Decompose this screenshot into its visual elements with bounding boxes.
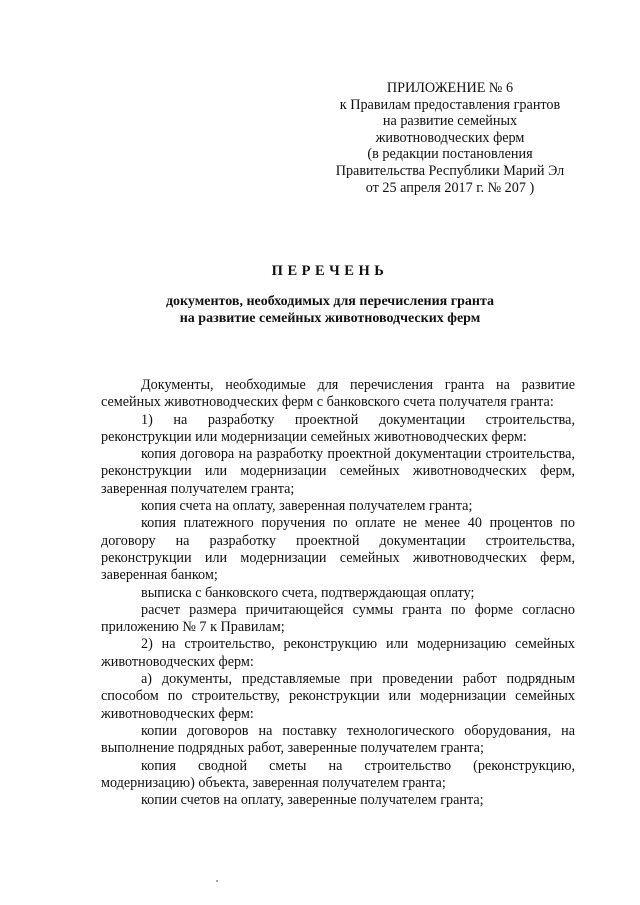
document-body [101,377,575,809]
appendix-line: к Правилам предоставления грантов [339,96,561,113]
appendix-line: ПРИЛОЖЕНИЕ № 6 [386,80,514,96]
appendix-line: Правительства Республики Марий Эл [335,162,565,179]
body-paragraph: Документы, необходимые для перечисления гранта на развитие семейных животноводческих ферм с банковского счета получателя гранта: [101,377,575,411]
appendix-line: животноводческих ферм [375,129,525,146]
document-subtitle [0,294,640,327]
body-paragraph: копия договора на разработку проектной документации строительства, реконструкции или модернизации семейных животноводческих ферм, заверенная получателем гранта; [101,446,575,497]
body-paragraph: 2) на строительство, реконструкцию или модернизацию семейных животноводческих ферм: [101,636,575,670]
document-title: ПЕРЕЧЕНЬ [271,263,389,279]
subtitle-line: документов, необходимых для перечисления гранта [165,294,495,309]
body-paragraph: а) документы, представляемые при проведении работ подрядным способом по строительству, реконструкции или модернизации семейных животноводческих ферм: [101,671,575,722]
subtitle-line: на развитие семейных животноводческих ферм [179,310,481,326]
body-paragraph: копия сводной сметы на строительство (реконструкцию, модернизацию) объекта, заверенная получателем гранта; [101,757,575,791]
appendix-header [300,80,600,196]
body-paragraph: 1) на разработку проектной документации строительства, реконструкции или модернизации семейных животноводческих ферм: [101,411,575,445]
body-paragraph: копия платежного поручения по оплате не менее 40 процентов по договору на разработку проектной документации строительства, реконструкции или модернизации семейных животноводческих ферм, заверенная банком; [101,515,575,584]
body-paragraph: выписка с банковского счета, подтверждающая оплату; [141,584,475,601]
appendix-line: на развитие семейных [382,113,518,130]
body-paragraph: копии договоров на поставку технологического оборудования, на выполнение подрядных работ, заверенные получателем гранта; [101,722,575,757]
body-paragraph: копия счета на оплату, заверенная получателем гранта; [141,498,473,515]
appendix-line: (в редакции постановления [367,146,533,163]
appendix-line: от 25 апреля 2017 г. № 207 ) [365,179,535,196]
scan-speck [216,880,218,882]
body-paragraph: расчет размера причитающейся суммы гранта по форме согласно приложению № 7 к Правилам; [101,601,575,636]
body-paragraph: копии счетов на оплату, заверенные получателем гранта; [141,792,484,809]
